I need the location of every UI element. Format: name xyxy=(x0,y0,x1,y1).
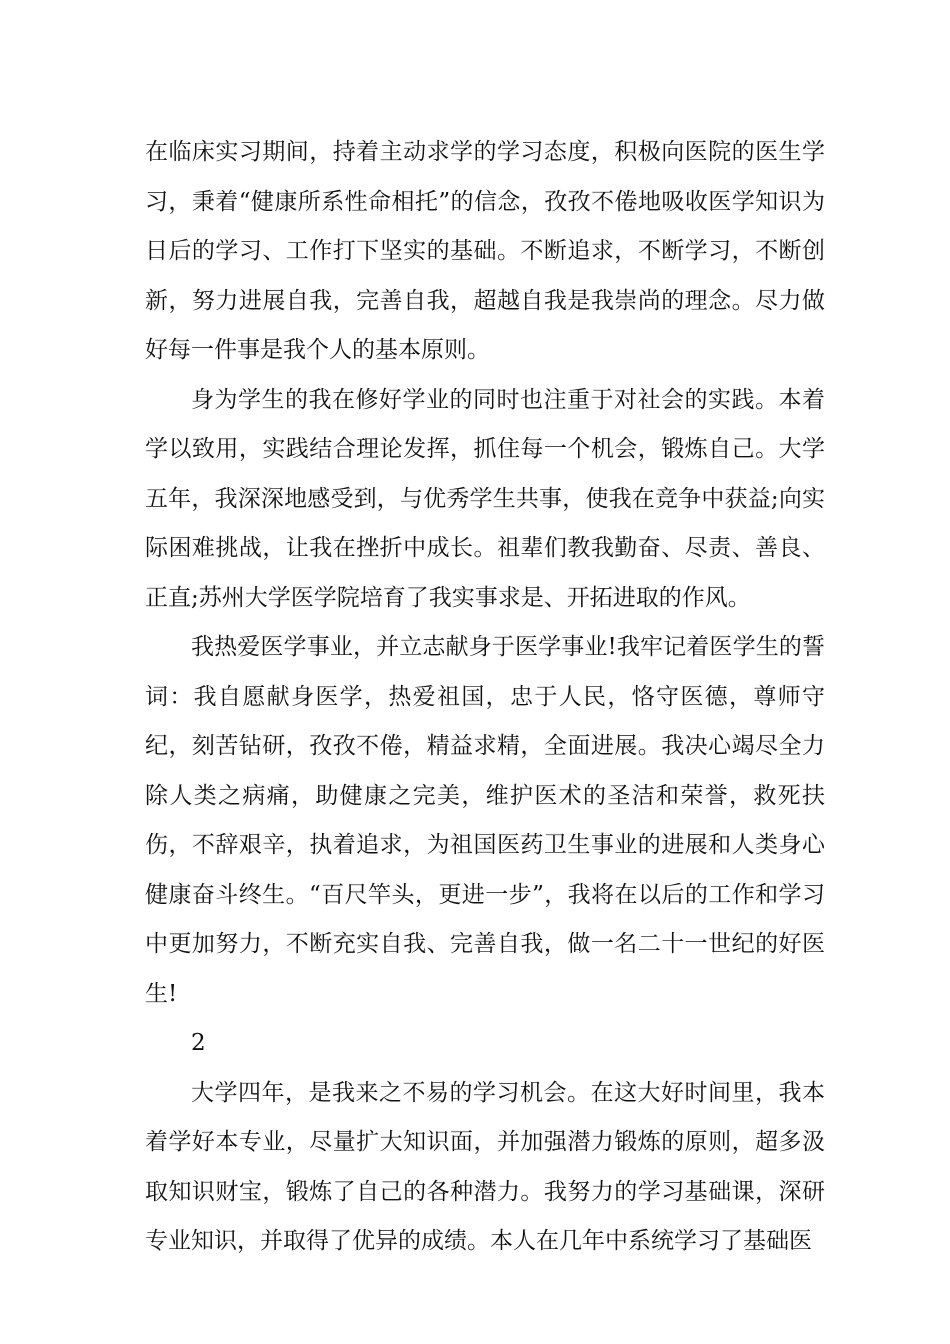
paragraph-medical-oath: 我热爱医学事业，并立志献身于医学事业!我牢记着医学生的誓词：我自愿献身医学，热爱祖国，忠于人民，恪守医德，尊师守纪，刻苦钻研，孜孜不倦，精益求精，全面进展。我决心竭尽全力除人类之病痛，助健康之完美，维护医术的圣洁和荣誉，救死扶伤，不辞艰辛，执着追求，为祖国医药卫生事业的进展和人类身心健康奋斗终生。“百尺竿头，更进一步”，我将在以后的工作和学习中更加努力，不断充实自我、完善自我，做一名二十一世纪的好医生! xyxy=(145,634,825,1007)
paragraph-social-practice: 身为学生的我在修好学业的同时也注重于对社会的实践。本着学以致用，实践结合理论发挥，抓住每一个机会，锻炼自己。大学五年，我深深地感受到，与优秀学生共事，使我在竞争中获益;向实际困难挑战，让我在挫折中成长。祖辈们教我勤奋、尽责、善良、正直;苏州大学医学院培育了我实事求是、开拓进取的作风。 xyxy=(145,386,825,611)
section-number: 2 xyxy=(191,1030,206,1056)
paragraph-internship: 在临床实习期间，持着主动求学的学习态度，积极向医院的医生学习，秉着“健康所系性命相托”的信念，孜孜不倦地吸收医学知识为日后的学习、工作打下坚实的基础。不断追求，不断学习，不断创新，努力进展自我，完善自我，超越自我是我崇尚的理念。尽力做好每一件事是我个人的基本原则。 xyxy=(145,139,825,363)
paragraph-university-study: 大学四年，是我来之不易的学习机会。在这大好时间里，我本着学好本专业，尽量扩大知识面，并加强潜力锻炼的原则，超多汲取知识财宝，锻炼了自己的各种潜力。我努力的学习基础课，深研专业知识，并取得了优异的成绩。本人在几年中系统学习了基础医 xyxy=(145,1079,825,1254)
document-body xyxy=(145,128,825,1267)
